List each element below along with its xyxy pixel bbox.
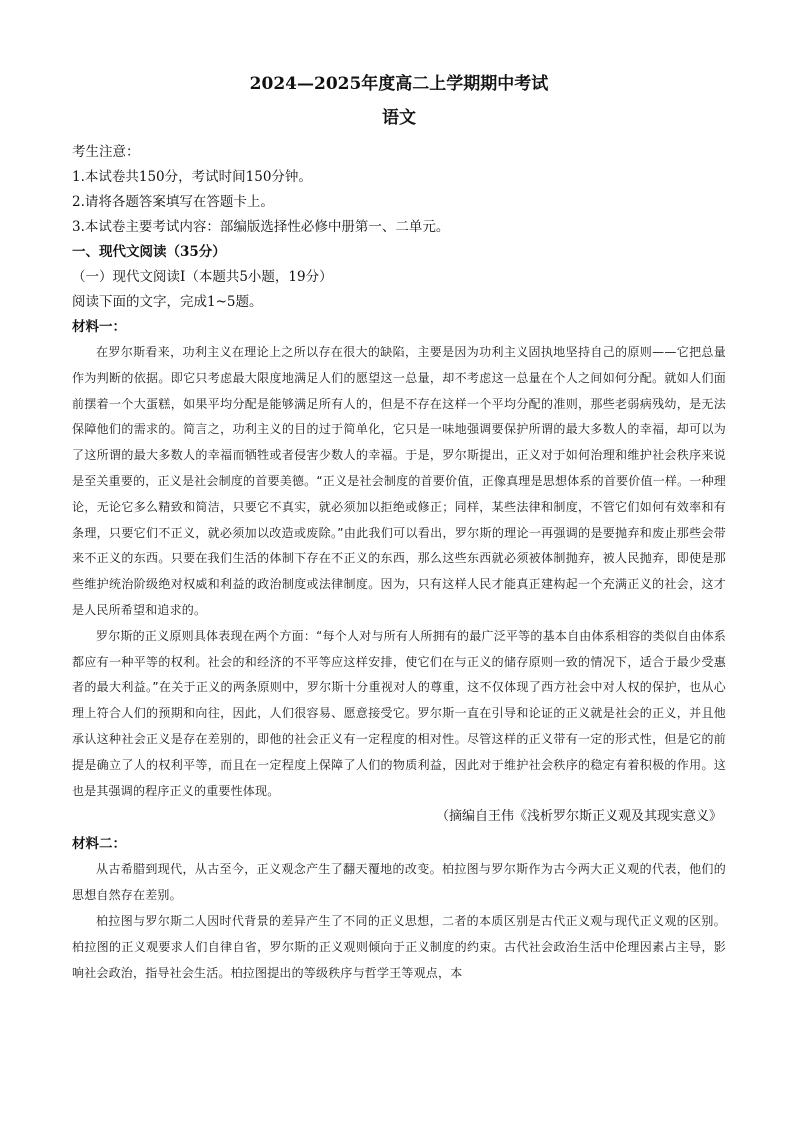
material-one-source: （摘编自王伟《浅析罗尔斯正义观及其现实意义》: [435, 809, 722, 825]
material-one-paragraph: 在罗尔斯看来，功利主义在理论上之所以存在很大的缺陷，主要是因为功利主义固执地坚持自己的原则——它把总量作为判断的依据。即它只考虑最大限度地满足人们的愿望这一总量，却不考虑这一总量在个人之间如何分配。就如人们面前摆着一个大蛋糕，如果平均分配是能够满足所有人的，但是不存在这样一个平均分配的准则，那些老弱病残幼，是无法保障他们的需求的。简言之，功利主义的目的过于简单化，它只是一味地强调要保护所谓的最大多数人的幸福，却可以为了这所谓的最大多数人的幸福而牺牲或者侵害少数人的幸福。于是，罗尔斯提出，正义对于如何治理和维护社会秩序来说是至关重要的，正义是社会制度的首要美德。“正义是社会制度的首要价值，正像真理是思想体系的首要价值一样。一种理论，无论它多么精致和简洁，只要它不真实，就必须加以拒绝或修正；同样，某些法律和制度，不管它们如何有效率和有条理，只要它们不正义，就必须加以改造或废除。”由此我们可以看出，罗尔斯的理论一再强调的是要抛弃和废止那些会带来不正义的东西。只要在我们生活的体制下存在不正义的东西，那么这些东西就必须被体制抛弃，被人民抛弃，即使是那些维护统治阶级绝对权威和利益的政治制度或法律制度。因为，只有这样人民才能真正建构起一个充满正义的社会，这才是人民所希望和追求的。: [72, 345, 726, 617]
exam-title: 2024—2025年度高二上学期期中考试: [249, 74, 549, 94]
material-two-paragraph: 从古希腊到现代，从古至今，正义观念产生了翻天覆地的改变。柏拉图与罗尔斯作为古今两大正义观的代表，他们的思想自然存在差别。: [72, 862, 726, 903]
material-one: [72, 315, 726, 830]
material-one-paragraph: 罗尔斯的正义原则具体表现在两个方面：“每个人对与所有人所拥有的最广泛平等的基本自由体系相容的类似自由体系都应有一种平等的权利。社会的和经济的不平等应这样安排，使它们在与正义的储存原则一致的情况下，适合于最少受惠者的最大利益。”在关于正义的两条原则中，罗尔斯十分重视对人的尊重，这不仅体现了西方社会中对人权的保护，也从心理上符合人们的预期和向往，因此，人们很容易、愿意接受它。罗尔斯一直在引导和论证的正义就是社会的正义，并且他承认这种社会正义是存在差别的，即他的社会正义有一定程度的相对性。尽管这样的正义带有一定的形式性，但是它的前提是确立了人的权利平等，而且在一定程度上保障了人们的物质利益，因此对于维护社会秩序的稳定有着积极的作用。这也是其强调的程序正义的重要性体现。: [72, 628, 726, 798]
exam-subject: 语文: [382, 108, 416, 128]
reading-instruction: 阅读下面的文字，完成1~5题。: [72, 294, 263, 310]
notice-item-3: 3.本试卷主要考试内容：部编版选择性必修中册第一、二单元。: [72, 219, 450, 235]
material-two-paragraph: 柏拉图与罗尔斯二人因时代背景的差异产生了不同的正义思想，二者的本质区别是古代正义观与现代正义观的区别。柏拉图的正义观要求人们自律自省，罗尔斯的正义观则倾向于正义制度的约束。古代社会政治生活中伦理因素占主导，影响社会政治，指导社会生活。柏拉图提出的等级秩序与哲学王等观点，本: [72, 913, 726, 980]
section-sub-heading: （一）现代文阅读Ⅰ（本题共5小题，19分）: [72, 269, 333, 285]
notice-item-1: 1.本试卷共150分，考试时间150分钟。: [72, 169, 312, 185]
section-block: [72, 240, 726, 315]
material-two-label: 材料二：: [72, 836, 126, 853]
section-heading: 一、现代文阅读（35分）: [72, 244, 226, 260]
material-one-label: 材料一：: [72, 319, 126, 335]
notice-item-2: 2.请将各题答案填写在答题卡上。: [72, 194, 274, 210]
material-two: [72, 832, 726, 986]
notice-heading: 考生注意：: [72, 144, 140, 160]
notice-block: [72, 140, 726, 240]
